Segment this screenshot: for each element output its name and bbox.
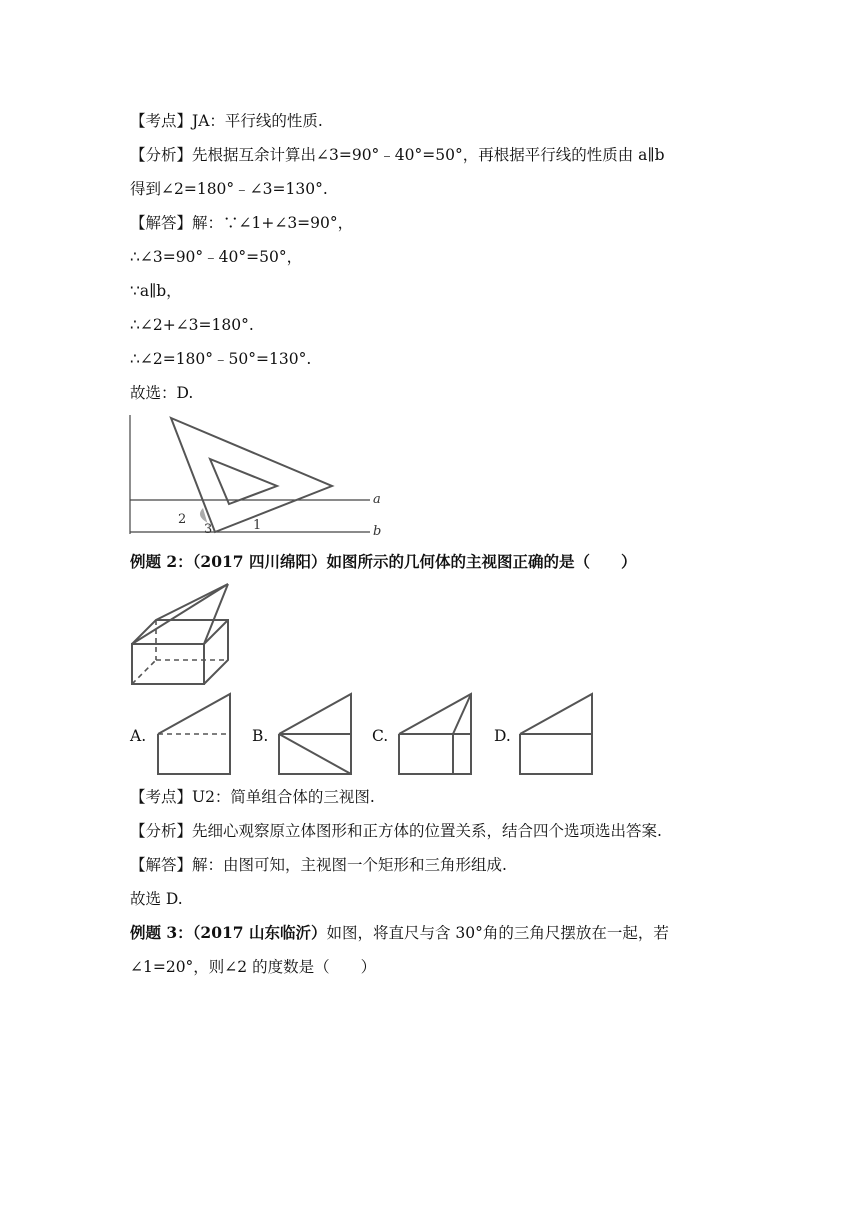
line-a-label: a xyxy=(373,492,381,507)
line-b-label: b xyxy=(373,524,382,539)
option-b-label: B. xyxy=(252,727,269,745)
solution-step-2: ∵a∥b， xyxy=(130,282,182,300)
solid-figure xyxy=(128,580,240,686)
example-3-question-1 xyxy=(130,923,669,943)
example-2-choice: 故选 D. xyxy=(130,890,183,908)
option-d-figure xyxy=(518,690,598,778)
answer-choice: 故选：D. xyxy=(130,384,194,402)
example-2-fenxi: 【分析】先细心观察原立体图形和正方体的位置关系，结合四个选项选出答案. xyxy=(130,822,662,840)
angle-3-label: 3 xyxy=(204,522,213,537)
kaodian-line: 【考点】JA：平行线的性质. xyxy=(130,112,323,130)
fenxi-line-2: 得到∠2=180°﹣∠3=130°. xyxy=(130,180,328,198)
option-b-figure xyxy=(277,690,357,778)
example-2-question: 例题 2：（2017 四川绵阳）如图所示的几何体的主视图正确的是（ ） xyxy=(130,552,637,571)
option-a-figure xyxy=(156,690,236,778)
option-a-label: A. xyxy=(130,727,147,745)
example-3-question-2: ∠1=20°，则∠2 的度数是（ ） xyxy=(130,958,377,976)
angle-2-label: 2 xyxy=(178,512,187,527)
option-c-label: C. xyxy=(372,727,389,745)
solution-step-3: ∴∠2+∠3=180°. xyxy=(130,316,254,334)
option-c-figure xyxy=(397,690,477,778)
example-3-heading: 例题 3：（2017 山东临沂） xyxy=(130,923,327,942)
solution-step-1: ∴∠3=90°﹣40°=50°， xyxy=(130,248,303,266)
example-2-jieda: 【解答】解：由图可知，主视图一个矩形和三角形组成. xyxy=(130,856,507,874)
example-2-kaodian: 【考点】U2：简单组合体的三视图. xyxy=(130,788,375,806)
jieda-line: 【解答】解：∵∠1+∠3=90°， xyxy=(130,214,354,232)
fenxi-line-1: 【分析】先根据互余计算出∠3=90°﹣40°=50°，再根据平行线的性质由 a∥b xyxy=(130,146,665,164)
parallel-lines-figure xyxy=(125,412,395,537)
angle-1-label: 1 xyxy=(253,518,262,533)
solution-step-4: ∴∠2=180°﹣50°=130°. xyxy=(130,350,312,368)
option-d-label: D. xyxy=(494,727,511,745)
example-3-question-text: 如图，将直尺与含 30°角的三角尺摆放在一起，若 xyxy=(326,924,669,942)
